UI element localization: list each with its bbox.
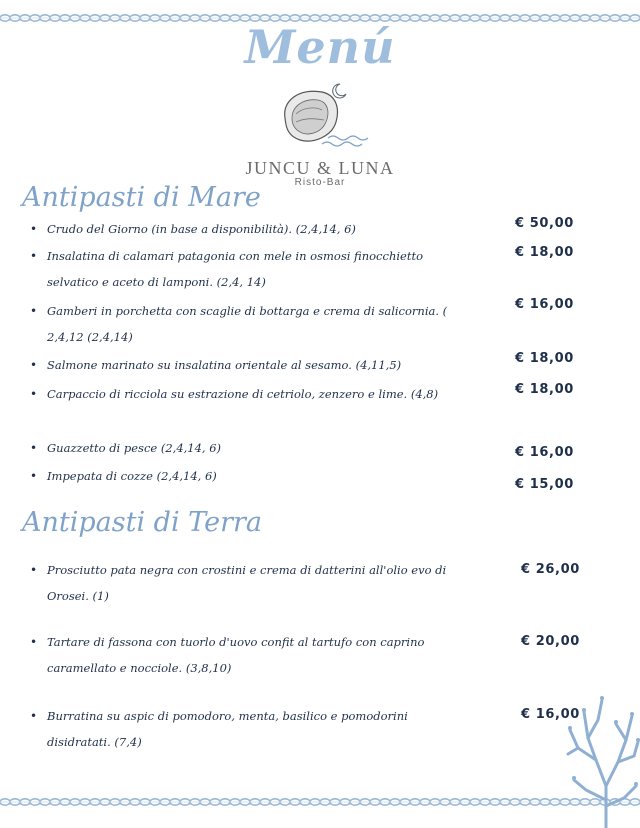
menu-item bbox=[30, 216, 450, 242]
bullet-icon: • bbox=[30, 304, 38, 318]
menu-item-name: Burratina su aspic di pomodoro, menta, basilico e pomodorini disidratati. (7,4) bbox=[47, 709, 408, 749]
bullet-icon: • bbox=[30, 249, 38, 263]
menu-item-price: € 16,00 bbox=[515, 297, 574, 312]
menu-item bbox=[30, 463, 450, 489]
menu-item-name: Carpaccio di ricciola su estrazione di cetriolo, zenzero e lime. (4,8) bbox=[47, 387, 439, 401]
bullet-icon: • bbox=[30, 358, 38, 372]
menu-item bbox=[30, 298, 450, 350]
menu-item-name: Gamberi in porchetta con scaglie di bottarga e crema di salicornia. ( 2,4,12 (2,4,14) bbox=[47, 304, 448, 344]
section-title-antipasti-mare: Antipasti di Mare bbox=[22, 182, 261, 213]
brand-name: JUNCU & LUNA bbox=[245, 158, 395, 178]
menu-item-price: € 18,00 bbox=[515, 351, 574, 366]
coral-icon bbox=[566, 690, 640, 828]
page-title: Menú bbox=[244, 20, 396, 74]
menu-item-name: Prosciutto pata negra con crostini e crema di datterini all'olio evo di Orosei. (1) bbox=[47, 563, 447, 603]
bullet-icon: • bbox=[30, 222, 38, 236]
section-title-antipasti-terra: Antipasti di Terra bbox=[22, 507, 262, 538]
bullet-icon: • bbox=[30, 441, 38, 455]
menu-item bbox=[30, 435, 450, 461]
menu-item bbox=[30, 243, 450, 295]
menu-item-price: € 16,00 bbox=[521, 707, 580, 722]
bullet-icon: • bbox=[30, 709, 38, 723]
bullet-icon: • bbox=[30, 469, 38, 483]
menu-item bbox=[30, 557, 450, 609]
brand-subtitle: Risto-Bar bbox=[294, 177, 346, 188]
menu-item-name: Tartare di fassona con tuorlo d'uovo confit al tartufo con caprino caramellato e nocciole. (3,8,10) bbox=[47, 635, 425, 675]
bullet-icon: • bbox=[30, 387, 38, 401]
menu-item-name: Salmone marinato su insalatina orientale al sesamo. (4,11,5) bbox=[47, 358, 402, 372]
menu-item-price: € 20,00 bbox=[521, 634, 580, 649]
menu-item-price: € 16,00 bbox=[515, 445, 574, 460]
menu-item-price: € 50,00 bbox=[515, 216, 574, 231]
menu-item bbox=[30, 352, 450, 378]
bottom-rope-border bbox=[0, 796, 640, 808]
menu-item-price: € 15,00 bbox=[515, 477, 574, 492]
menu-item-price: € 26,00 bbox=[521, 562, 580, 577]
oyster-moon-logo-icon bbox=[270, 78, 370, 158]
menu-item-price: € 18,00 bbox=[515, 245, 574, 260]
menu-item-name: Guazzetto di pesce (2,4,14, 6) bbox=[47, 441, 222, 455]
menu-item-name: Impepata di cozze (2,4,14, 6) bbox=[47, 469, 217, 483]
bullet-icon: • bbox=[30, 563, 38, 577]
menu-item-name: Insalatina di calamari patagonia con mele in osmosi finocchietto selvatico e aceto di lamponi. (2,4, 14) bbox=[47, 249, 423, 289]
menu-item bbox=[30, 381, 450, 407]
bullet-icon: • bbox=[30, 635, 38, 649]
menu-item-price: € 18,00 bbox=[515, 382, 574, 397]
menu-item bbox=[30, 703, 450, 755]
menu-item-name: Crudo del Giorno (in base a disponibilità). (2,4,14, 6) bbox=[47, 222, 356, 236]
menu-item bbox=[30, 629, 450, 681]
